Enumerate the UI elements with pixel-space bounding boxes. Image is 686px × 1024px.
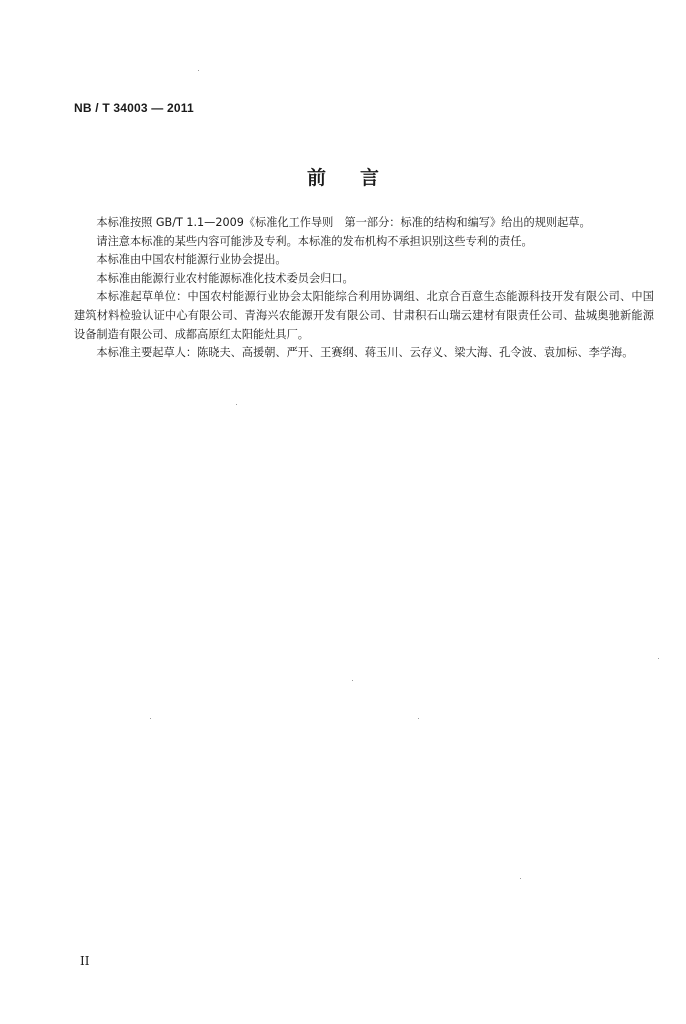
paragraph-proposed-by: 本标准由中国农村能源行业协会提出。 xyxy=(96,253,287,267)
scan-speck xyxy=(198,70,199,71)
paragraph-patent-notice: 请注意本标准的某些内容可能涉及专利。本标准的发布机构不承担识别这些专利的责任。 xyxy=(96,234,533,248)
foreword-body xyxy=(74,214,654,363)
page-title: 前言 xyxy=(306,167,413,189)
standard-number: NB / T 34003 — 2011 xyxy=(74,101,194,115)
scan-speck xyxy=(352,680,353,681)
paragraph-drafting-organizations: 本标准起草单位：中国农村能源行业协会太阳能综合利用协调组、北京合百意生态能源科技开发有限公司、中国建筑材料检验认证中心有限公司、青海兴农能源开发有限公司、甘肃积石山瑞云建材有限责任公司、盐城奥驰新能源设备制造有限公司、成都高原红太阳能灶具厂。 xyxy=(74,290,654,341)
scan-speck xyxy=(520,878,521,879)
scan-speck xyxy=(658,658,659,659)
scan-speck xyxy=(236,404,237,405)
scan-speck xyxy=(150,718,151,719)
page-number: II xyxy=(80,954,90,968)
paragraph-drafting-rules: 本标准按照 GB/T 1.1—2009《标准化工作导则 第一部分：标准的结构和编写》给出的规则起草。 xyxy=(96,216,591,229)
scan-speck xyxy=(418,718,419,719)
paragraph-technical-committee: 本标准由能源行业农村能源标准化技术委员会归口。 xyxy=(96,271,354,285)
paragraph-main-drafters: 本标准主要起草人：陈晓夫、高援朝、严开、王赛纲、蒋玉川、云存义、梁大海、孔令波、袁加标、李学海。 xyxy=(96,346,634,360)
